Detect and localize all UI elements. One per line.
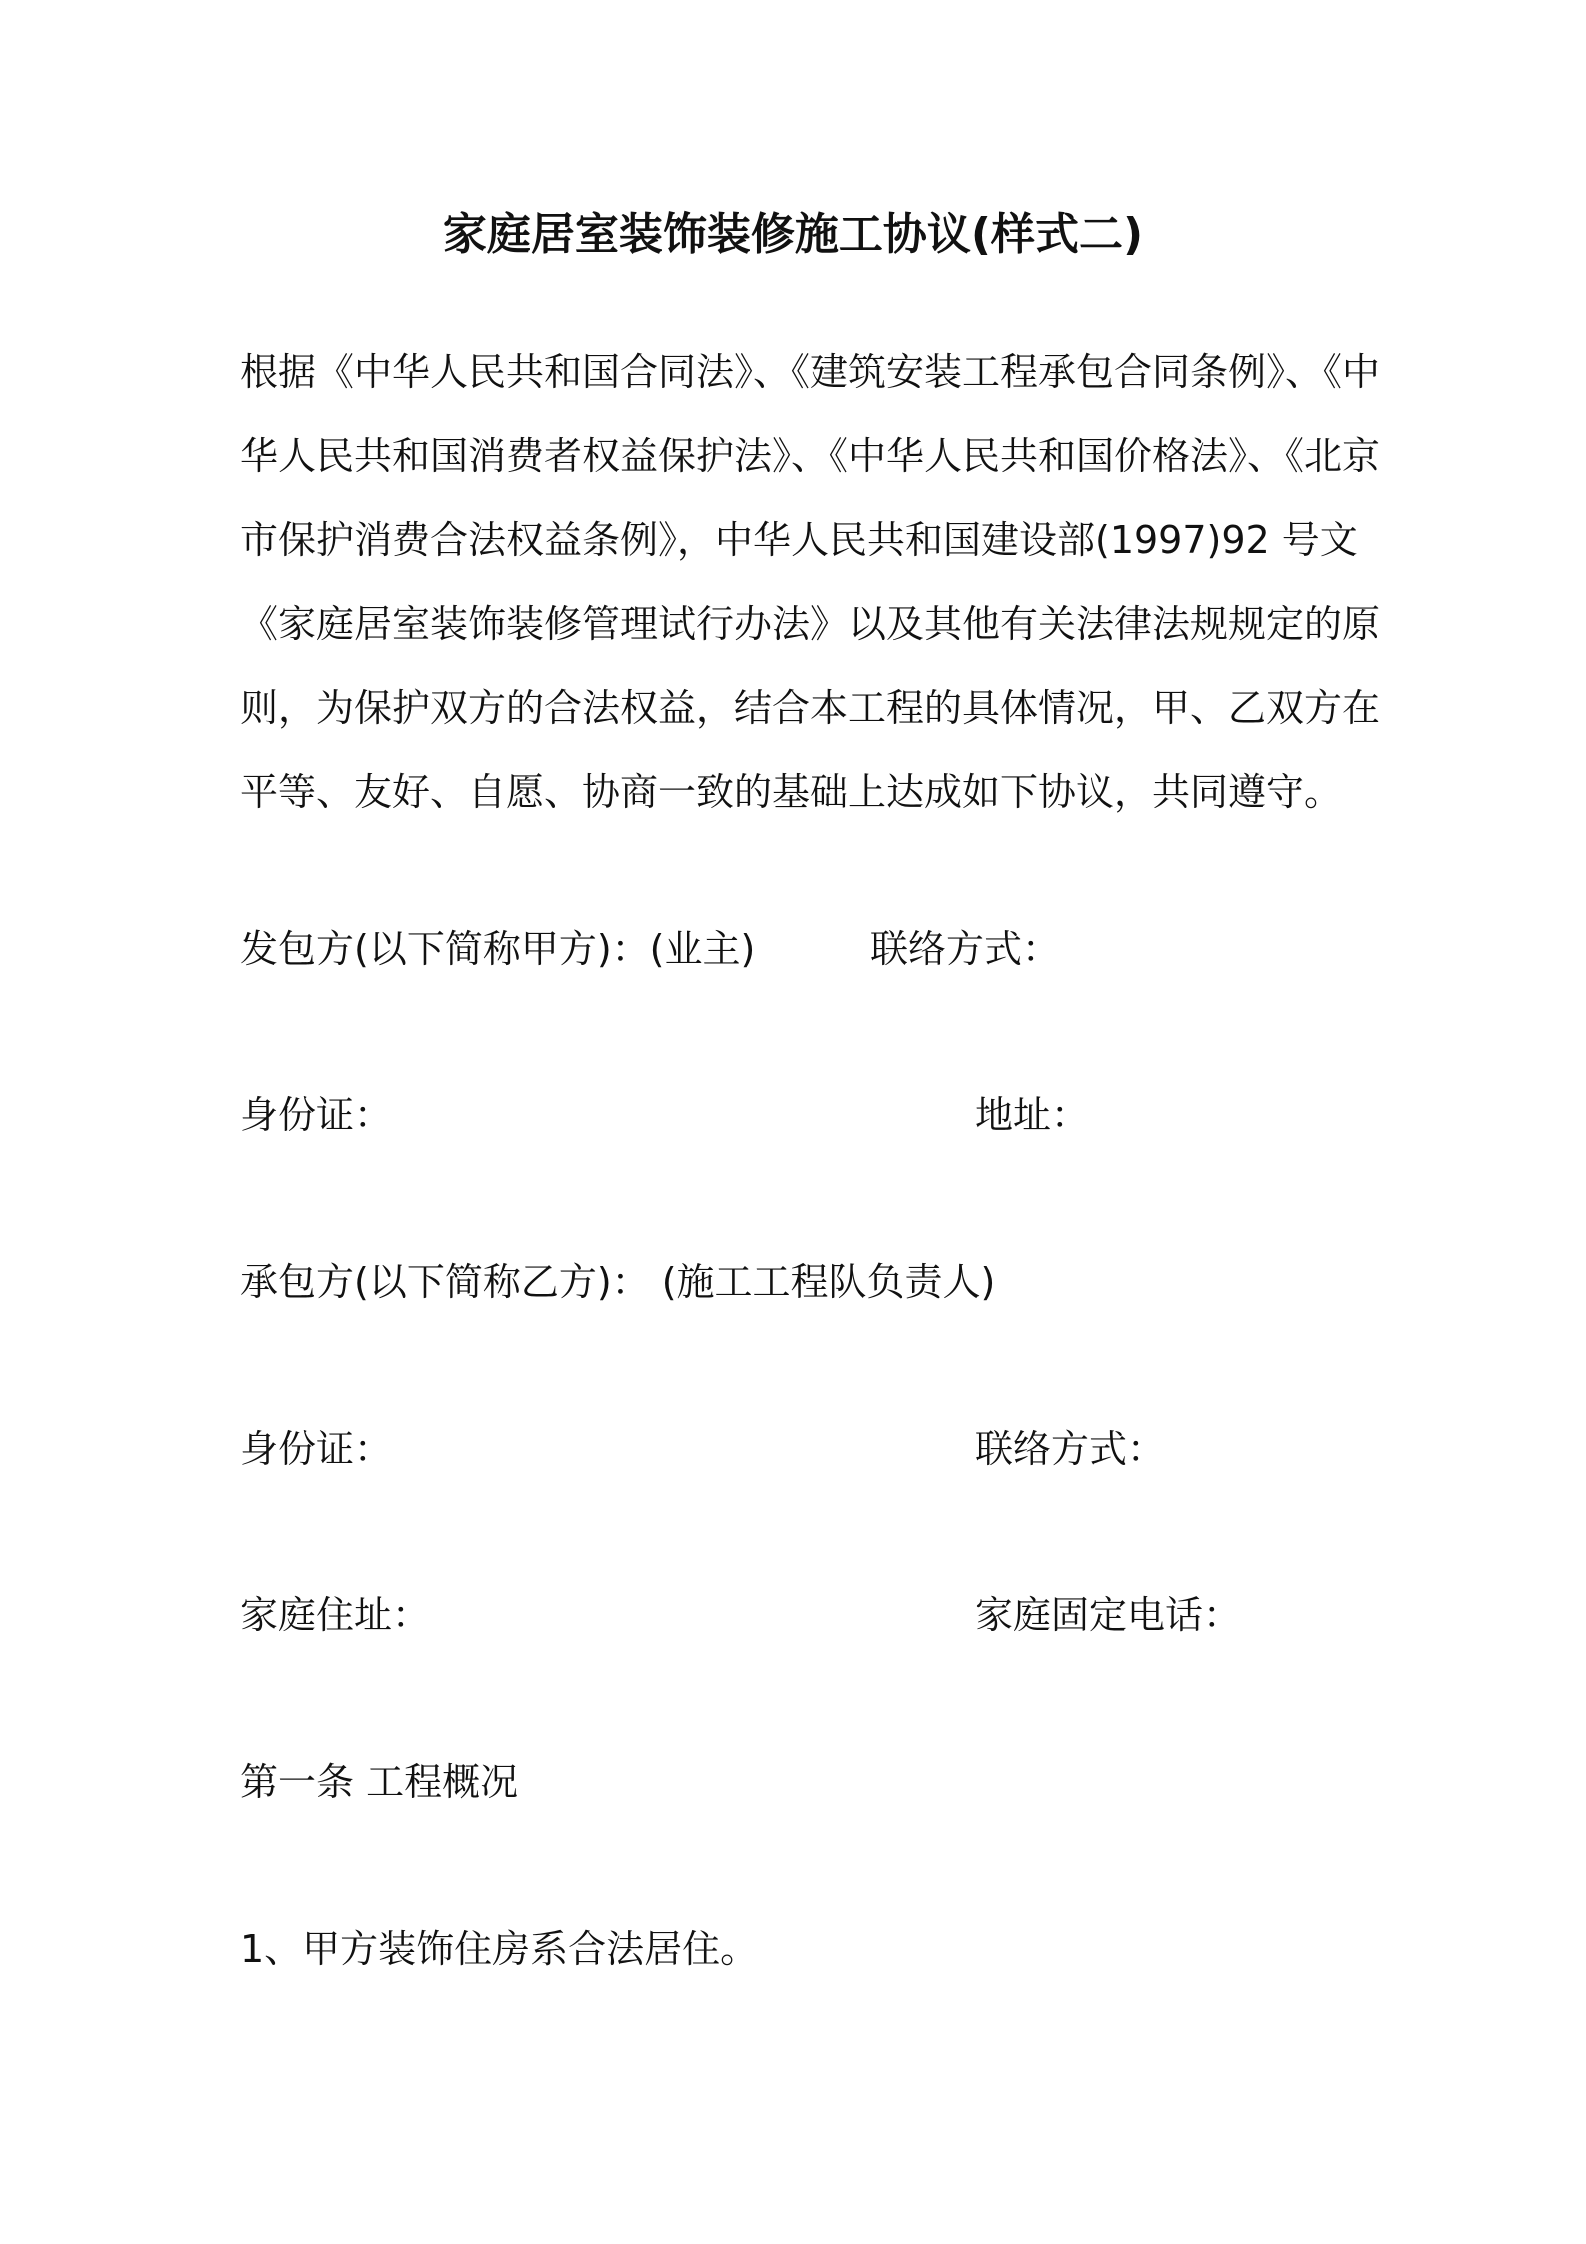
- intro-line: 华人民共和国消费者权益保护法》、《中华人民共和国价格法》、《北京: [240, 434, 1381, 478]
- intro-line: 市保护消费合法权益条例》，中华人民共和国建设部(1997)92 号文: [240, 518, 1358, 562]
- party-b-contact-label: 联络方式：: [975, 1427, 1166, 1471]
- party-b-home-phone-label: 家庭固定电话：: [975, 1593, 1242, 1637]
- party-b-label: 承包方(以下简称乙方)： (施工工程队负责人): [240, 1260, 996, 1304]
- article-1-item-1: 1、甲方装饰住房系合法居住。: [240, 1927, 759, 1971]
- party-b-home-address-label: 家庭住址：: [240, 1593, 431, 1637]
- intro-line: 平等、友好、自愿、协商一致的基础上达成如下协议，共同遵守。: [240, 770, 1343, 814]
- intro-line: 则，为保护双方的合法权益，结合本工程的具体情况，甲、乙双方在: [240, 686, 1381, 730]
- party-b-id-label: 身份证：: [240, 1427, 393, 1471]
- party-a-id-label: 身份证：: [240, 1093, 393, 1137]
- intro-line: 根据《中华人民共和国合同法》、《建筑安装工程承包合同条例》、《中: [240, 350, 1381, 394]
- intro-paragraph: [240, 330, 1381, 834]
- party-a-address-label: 地址：: [975, 1093, 1090, 1137]
- intro-line: 《家庭居室装饰装修管理试行办法》以及其他有关法律法规规定的原: [240, 602, 1381, 646]
- party-a-label: 发包方(以下简称甲方)：(业主): [240, 927, 756, 971]
- article-1-heading: 第一条 工程概况: [240, 1760, 519, 1804]
- party-a-contact-label: 联络方式：: [870, 927, 1061, 971]
- document-title: 家庭居室装饰装修施工协议(样式二): [442, 209, 1144, 260]
